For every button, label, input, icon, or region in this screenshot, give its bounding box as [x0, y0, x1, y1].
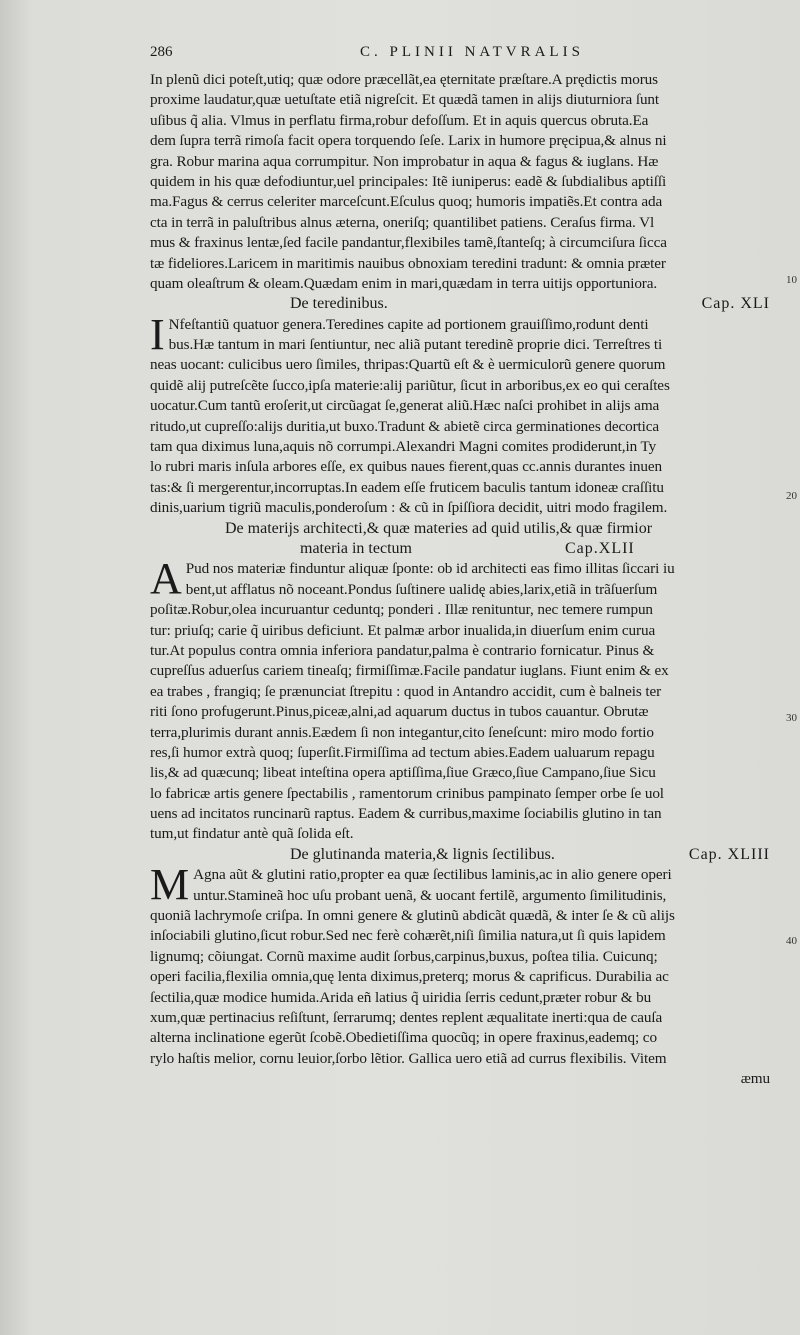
text-line: tas:& ſi mergerentur,incorruptas.In eadem eſſe fruticem baculis tantum idoneæ craſſitu [150, 478, 664, 496]
initial-letter: A [150, 554, 182, 604]
chapter-number: Cap.XLII [565, 539, 635, 557]
text-line: tæ fideliores.Laricem in maritimis nauibus obnoxiam teredini tradunt: & omnia præter [150, 254, 666, 272]
text-line: terra,plurimis durant annis.Eædem ſi non integantur,cito ſeneſcunt: miro modo fortio [150, 723, 654, 741]
margin-line-number: 20 [786, 490, 797, 502]
folio-number: 286 [150, 44, 173, 60]
text-line: dem ſupra terrã rimoſa facit opera torquendo ſeſe. Larix in humore pręcipua,& alnus ni [150, 132, 667, 150]
text-line: uens ad incitatos runcinarũ raptus. Eadem & curribus,maxime ſociabilis glutino in tan [150, 805, 662, 823]
chapter-heading-42-line1 [150, 519, 770, 539]
chapter-title: De materijs architecti,& quæ materies ad quid utilis,& quæ firmior [225, 519, 653, 537]
text-line: alterna inclinatione egerũt ſcobẽ.Obedietiſſima quocũq; in opere fraxinus,eademq; co [150, 1029, 657, 1047]
text-line: quidẽ alij putreſcẽte ſucco,ipſa materie:alij pariũtur, ſicut in arboribus,ex eo qui ceraſtes [150, 376, 670, 394]
text-line: ſectilia,quæ modice humida.Arida eñ latius q̃ uiridia ſerris cedunt,præter robur & bu [150, 988, 652, 1006]
text-line: quidem in his quæ defodiuntur,uel principales: Itẽ iuniperus: eadẽ & ſubdialibus aptiſſi [150, 172, 667, 190]
text-line: poſitæ.Robur,olea incuruantur ceduntq; ponderi . Illæ renituntur, nec temere rumpun [150, 601, 653, 619]
text-line: proxime laudatur,quæ uetuſtate etiã nigreſcit. Et quædã tamen in alijs diuturniora ſunt [150, 91, 660, 109]
paragraph-teredines [150, 309, 770, 519]
paragraph-materiae [150, 554, 770, 844]
text-line: lignumq; cõiungat. Cornũ maxime audit ſorbus,carpinus,buxus, poſtea tilia. Cuicunq; [150, 947, 658, 965]
text-line: mus & fraxinus lentæ,ſed facile pandantur,flexibiles tamẽ,ſtanteſq; à circumciſura ſicca [150, 234, 667, 252]
paragraph-continued [150, 70, 770, 294]
chapter-number: Cap. XLI [701, 295, 770, 313]
text-line: bent,ut afflatus nõ noceant.Pondus ſuſtinere ualidę abies,larix,etiã in trãſuerſum [185, 580, 658, 598]
text-line: uſibus q̃ alia. Vlmus in perflatu firma,robur defoſſum. Et in aquis quercus obruta.Ea [150, 111, 649, 129]
initial-letter: M [150, 860, 190, 910]
text-line: untur.Stamineã hoc uſu probant uenã, & uocant fertilẽ, argumento ſimilitudinis, [193, 886, 667, 904]
text-line: rylo haſtis melior, cornu leuior,ſorbo lẽtior. Gallica uero etiã ad currus flexibilis. Vitem [150, 1049, 667, 1067]
text-line: Pud nos materiæ finduntur aliquæ ſponte: ob id architecti eas fimo illitas ſiccari iu [185, 560, 675, 578]
chapter-title: De teredinibus. [290, 295, 388, 313]
text-line: cta in terrã in paluſtribus alnus æterna, oneriſq; quantilibet patiens. Ceraſus firma. Vl [150, 213, 655, 231]
margin-line-number: 40 [786, 935, 797, 947]
text-line: In plenũ dici poteſt,utiq; quæ odore præcellãt,ea ęternitate præſtare.A prędictis morus [150, 71, 658, 88]
margin-line-number: 30 [786, 712, 797, 724]
text-line: tur.At populus contra omnia inferiora pandatur,palma è contrario fornicatur. Pinus & [150, 641, 655, 659]
chapter-title: De glutinanda materia,& lignis ſectilibus. [290, 845, 555, 863]
chapter-number: Cap. XLIII [688, 845, 770, 863]
text-line: Agna aũt & glutini ratio,propter ea quæ ſectilibus laminis,ac in alio genere operi [193, 866, 672, 884]
text-line: dinis,uarium tigriũ maculis,ponderoſum : & cũ in ſpiſſiora decidit, uitri modo fragilem. [150, 499, 668, 517]
text-line: Nfeſtantiũ quatuor genera.Teredines capite ad portionem grauiſſimo,rodunt denti [168, 315, 649, 333]
chapter-heading-41 [150, 294, 770, 314]
text-line: quoniã lachrymoſe criſpa. In omni genere & glutinũ abdicãt quædã, & inter ſe & cũ alijs [150, 907, 675, 925]
chapter-heading-43 [150, 845, 770, 865]
text-line: quam oleaſtrum & oleam.Quædam enim in mari,quædam in terra uitijs opportuniora. [150, 274, 658, 292]
paragraph-glutinum [150, 860, 770, 1089]
text-line: res,ſi humor extrà quoq; ſuperſit.Firmiſſima ad tectum abies.Eadem ualuarum repagu [150, 743, 655, 761]
page-header [150, 44, 770, 66]
text-line: tum,ut findatur antè quã ſolida eſt. [150, 825, 354, 843]
text-line: cupreſſus aduerſus cariem tineaſq; firmiſſimæ.Facile pandatur iuglans. Fiunt enim & ex [150, 662, 669, 680]
text-line: ma.Fagus & cerrus celeriter marceſcunt.Eſculus quoq; humoris impatiẽs.Et contra ada [150, 193, 663, 211]
text-line: inſociabili glutino,ſicut robur.Sed nec ferè cohærẽt,niſi ſimilia natura,ut ſi quis lapidem [150, 927, 666, 945]
text-line: uocatur.Cum tantũ eroſerit,ut circũagat ſe,generat aliũ.Hæc naſci prohibet in alijs ama [150, 397, 660, 415]
chapter-heading-42-line2 [150, 539, 770, 559]
initial-letter: I [150, 309, 165, 359]
text-line: riti ſono profugerunt.Pinus,piceæ,alni,ad aquarum ductus in tubos cauantur. Obrutæ [150, 703, 649, 721]
text-line: neas uocant: culicibus uero ſimiles, thripas:Quartũ eſt & è uermiculorũ genere quorum [150, 356, 666, 374]
text-line: ritudo,ut cupreſſo:alijs duritia,ut buxo.Tradunt & abietẽ circa germinationes decortica [150, 417, 660, 435]
text-line: lo fabricæ artis genere ſpectabilis , ramentorum crinibus pampinato ſemper orbe ſe uol [150, 784, 664, 802]
running-head: C. PLINII NATVRALIS [360, 44, 584, 60]
text-line: lo rubri maris inſula arbores eſſe, ex quibus naues fierent,quas cc.annis durantes inuen [150, 458, 663, 476]
text-line: gra. Robur marina aqua corrumpitur. Non improbatur in aqua & fagus & iuglans. Hæ [150, 152, 659, 170]
chapter-title-continued: materia in tectum [300, 539, 412, 557]
catchword: æmu [740, 1070, 770, 1088]
text-line: lis,& ad quæcunq; libeat inteſtina opera aptiſſima,ſiue Græco,ſiue Campano,ſiue Sicu [150, 764, 656, 782]
margin-line-number: 10 [786, 274, 797, 286]
text-line: xum,quæ pertinacius reſiſtunt, ſerrarumq; dentes replent æqualitate inerti:qua de cauſa [150, 1008, 663, 1026]
text-line: tam qua diximus luna,aquis nõ corrumpi.Alexandri Magni comites prodiderunt,in Ty [150, 438, 657, 456]
text-line: operi facilia,flexilia omnia,quę lenta diximus,preterq; morus & caprificus. Durabilia ac [150, 968, 669, 986]
text-line: tur: priuſq; carie q̃ uiribus deficiunt. Et palmæ arbor inualida,in diuerſum enim curua [150, 621, 656, 639]
text-line: bus.Hæ tantum in mari ſentiuntur, nec aliã putant teredinẽ proprie dici. Terreſtres ti [168, 336, 663, 354]
text-column [150, 70, 770, 1090]
text-line: ea trabes , frangiq; ſe prænunciat ſtrepitu : quod in Antandro accidit, cum è balneis ter [150, 682, 662, 700]
